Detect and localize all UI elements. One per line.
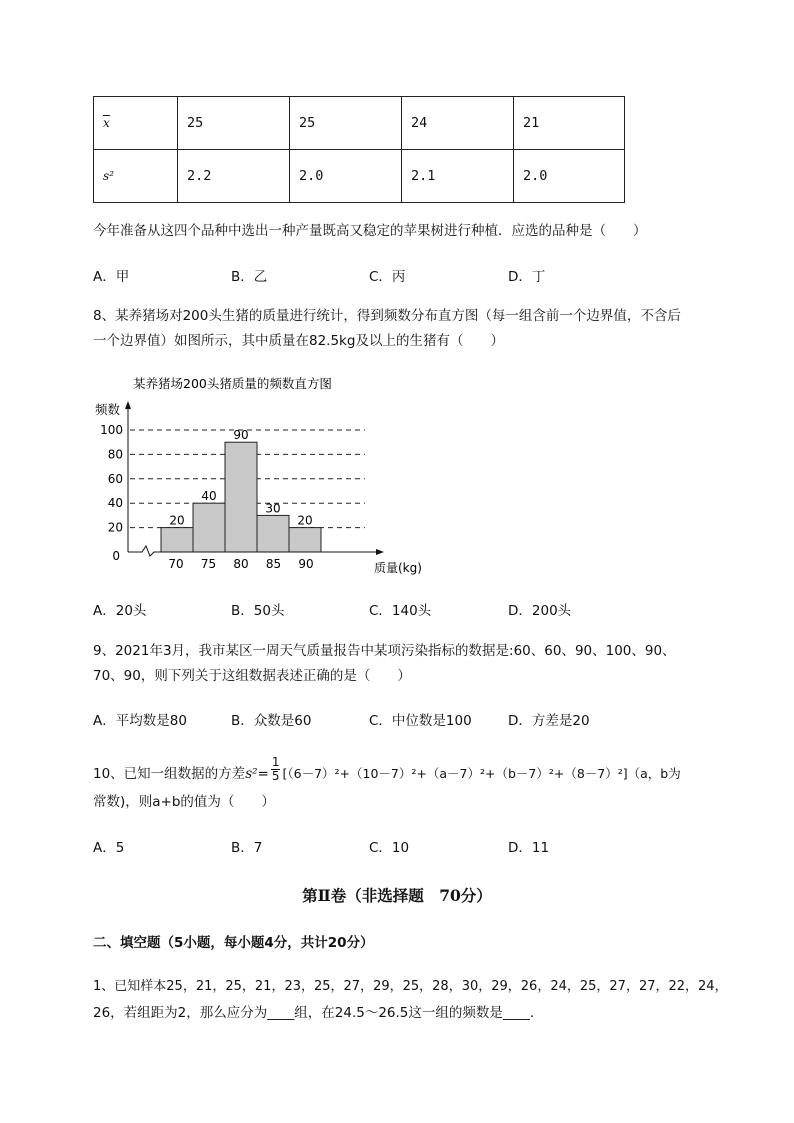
part2-title: 第Ⅱ卷（非选择题 70分） <box>302 886 492 905</box>
histogram-bar <box>289 528 321 552</box>
q7-option-c: C．丙 <box>369 269 406 285</box>
x-tick-label: 75 <box>200 557 217 571</box>
q10-body: [（6－7）²+（10－7）²+（a－7）²+（b－7）²+（8－7）²]（a，b为 <box>282 765 681 781</box>
y-tick-label: 60 <box>107 471 123 486</box>
bar-data-label: 20 <box>169 513 185 528</box>
fill1-line1: 1、已知样本25，21，25，21，23，25，27，29，25，28，30，29，26，24，25，27，27，22，24， <box>93 979 728 994</box>
q7-option-b: B．乙 <box>231 269 268 285</box>
q7-question: 今年准备从这四个品种中选出一种产量既高又稳定的苹果树进行种植．应选的品种是（ ） <box>93 223 647 239</box>
table-cell: 2.0 <box>514 150 625 203</box>
table-label-variance: s² <box>94 150 178 203</box>
y-tick-label: 80 <box>107 447 123 462</box>
q8-option-d: D．200头 <box>508 603 572 619</box>
bar-data-label: 90 <box>233 428 249 443</box>
bar-data-label: 20 <box>297 513 313 528</box>
x-tick-label: 80 <box>233 557 249 571</box>
histogram-bar <box>193 503 225 552</box>
q10-option-c: C．10 <box>369 840 410 856</box>
q7-option-d: D．丁 <box>508 269 546 285</box>
table-label-mean: $\overline{x}$ <box>94 97 178 150</box>
q10-line2: 常数)，则a+b的值为（ ） <box>93 794 275 810</box>
x-axis-arrow <box>376 549 384 555</box>
x-tick-label: 85 <box>265 557 282 571</box>
q9-option-c: C．中位数是100 <box>369 713 472 729</box>
table-cell: 2.2 <box>178 150 290 203</box>
histogram-bar <box>161 528 193 552</box>
table-cell: 24 <box>402 97 514 150</box>
q10-s2: s² <box>245 765 258 782</box>
q10-option-d: D．11 <box>508 840 550 856</box>
table-cell: 21 <box>514 97 625 150</box>
bar-data-label: 30 <box>265 501 281 516</box>
table-cell: 2.1 <box>402 150 514 203</box>
y-tick-label: 0 <box>112 549 120 563</box>
histogram-bar <box>257 515 289 552</box>
q10-line1 <box>93 755 681 787</box>
bar-data-label: 40 <box>201 489 217 504</box>
q8-line1: 8、某养猪场对200头生猪的质量进行统计，得到频数分布直方图（每一组含前一个边界值，不含后 <box>93 308 681 324</box>
x-tick-label: 90 <box>298 557 314 571</box>
x-tick-label: 70 <box>168 557 184 571</box>
chart-xlabel: 质量(kg) <box>374 561 422 575</box>
y-tick-label: 20 <box>107 520 123 535</box>
q9-line2: 70、90，则下列关于这组数据表述正确的是（ ） <box>93 668 411 684</box>
chart-ylabel: 频数 <box>95 402 121 417</box>
table-cell: 2.0 <box>290 150 402 203</box>
q10-frac-den: 5 <box>271 769 280 783</box>
table-cell: 25 <box>290 97 402 150</box>
q10-eq: = <box>257 765 269 782</box>
chart-title: 某养猪场200头猪质量的频数直方图 <box>133 376 332 391</box>
q9-option-b: B．众数是60 <box>231 713 312 729</box>
y-tick-label: 100 <box>100 423 123 437</box>
fill1-line2: 26，若组距为2，那么应分为____组，在24.5～26.5这一组的频数是____． <box>93 1005 544 1021</box>
q9-option-a: A．平均数是80 <box>93 713 187 729</box>
histogram-bar <box>225 442 257 552</box>
q8-option-c: C．140头 <box>369 603 432 619</box>
q9-line1: 9、2021年3月，我市某区一周天气质量报告中某项污染指标的数据是:60、60、90、100、90、 <box>93 643 676 659</box>
q10-option-a: A．5 <box>93 840 125 856</box>
y-tick-label: 40 <box>107 496 123 511</box>
part2-section-heading: 二、填空题（5小题，每小题4分，共计20分） <box>93 935 374 951</box>
table-cell: 25 <box>178 97 290 150</box>
q8-option-b: B．50头 <box>231 603 285 619</box>
q8-option-a: A．20头 <box>93 603 147 619</box>
y-axis-arrow <box>125 401 131 409</box>
q7-option-a: A．甲 <box>93 269 130 285</box>
q10-frac-num: 1 <box>271 755 280 769</box>
q10-fraction <box>271 756 281 783</box>
q10-option-b: B．7 <box>231 840 263 856</box>
q8-line2: 一个边界值）如图所示，其中质量在82.5kg及以上的生猪有（ ） <box>93 333 504 349</box>
q9-option-d: D．方差是20 <box>508 713 590 729</box>
q10-prefix: 10、已知一组数据的方差 <box>93 765 246 782</box>
